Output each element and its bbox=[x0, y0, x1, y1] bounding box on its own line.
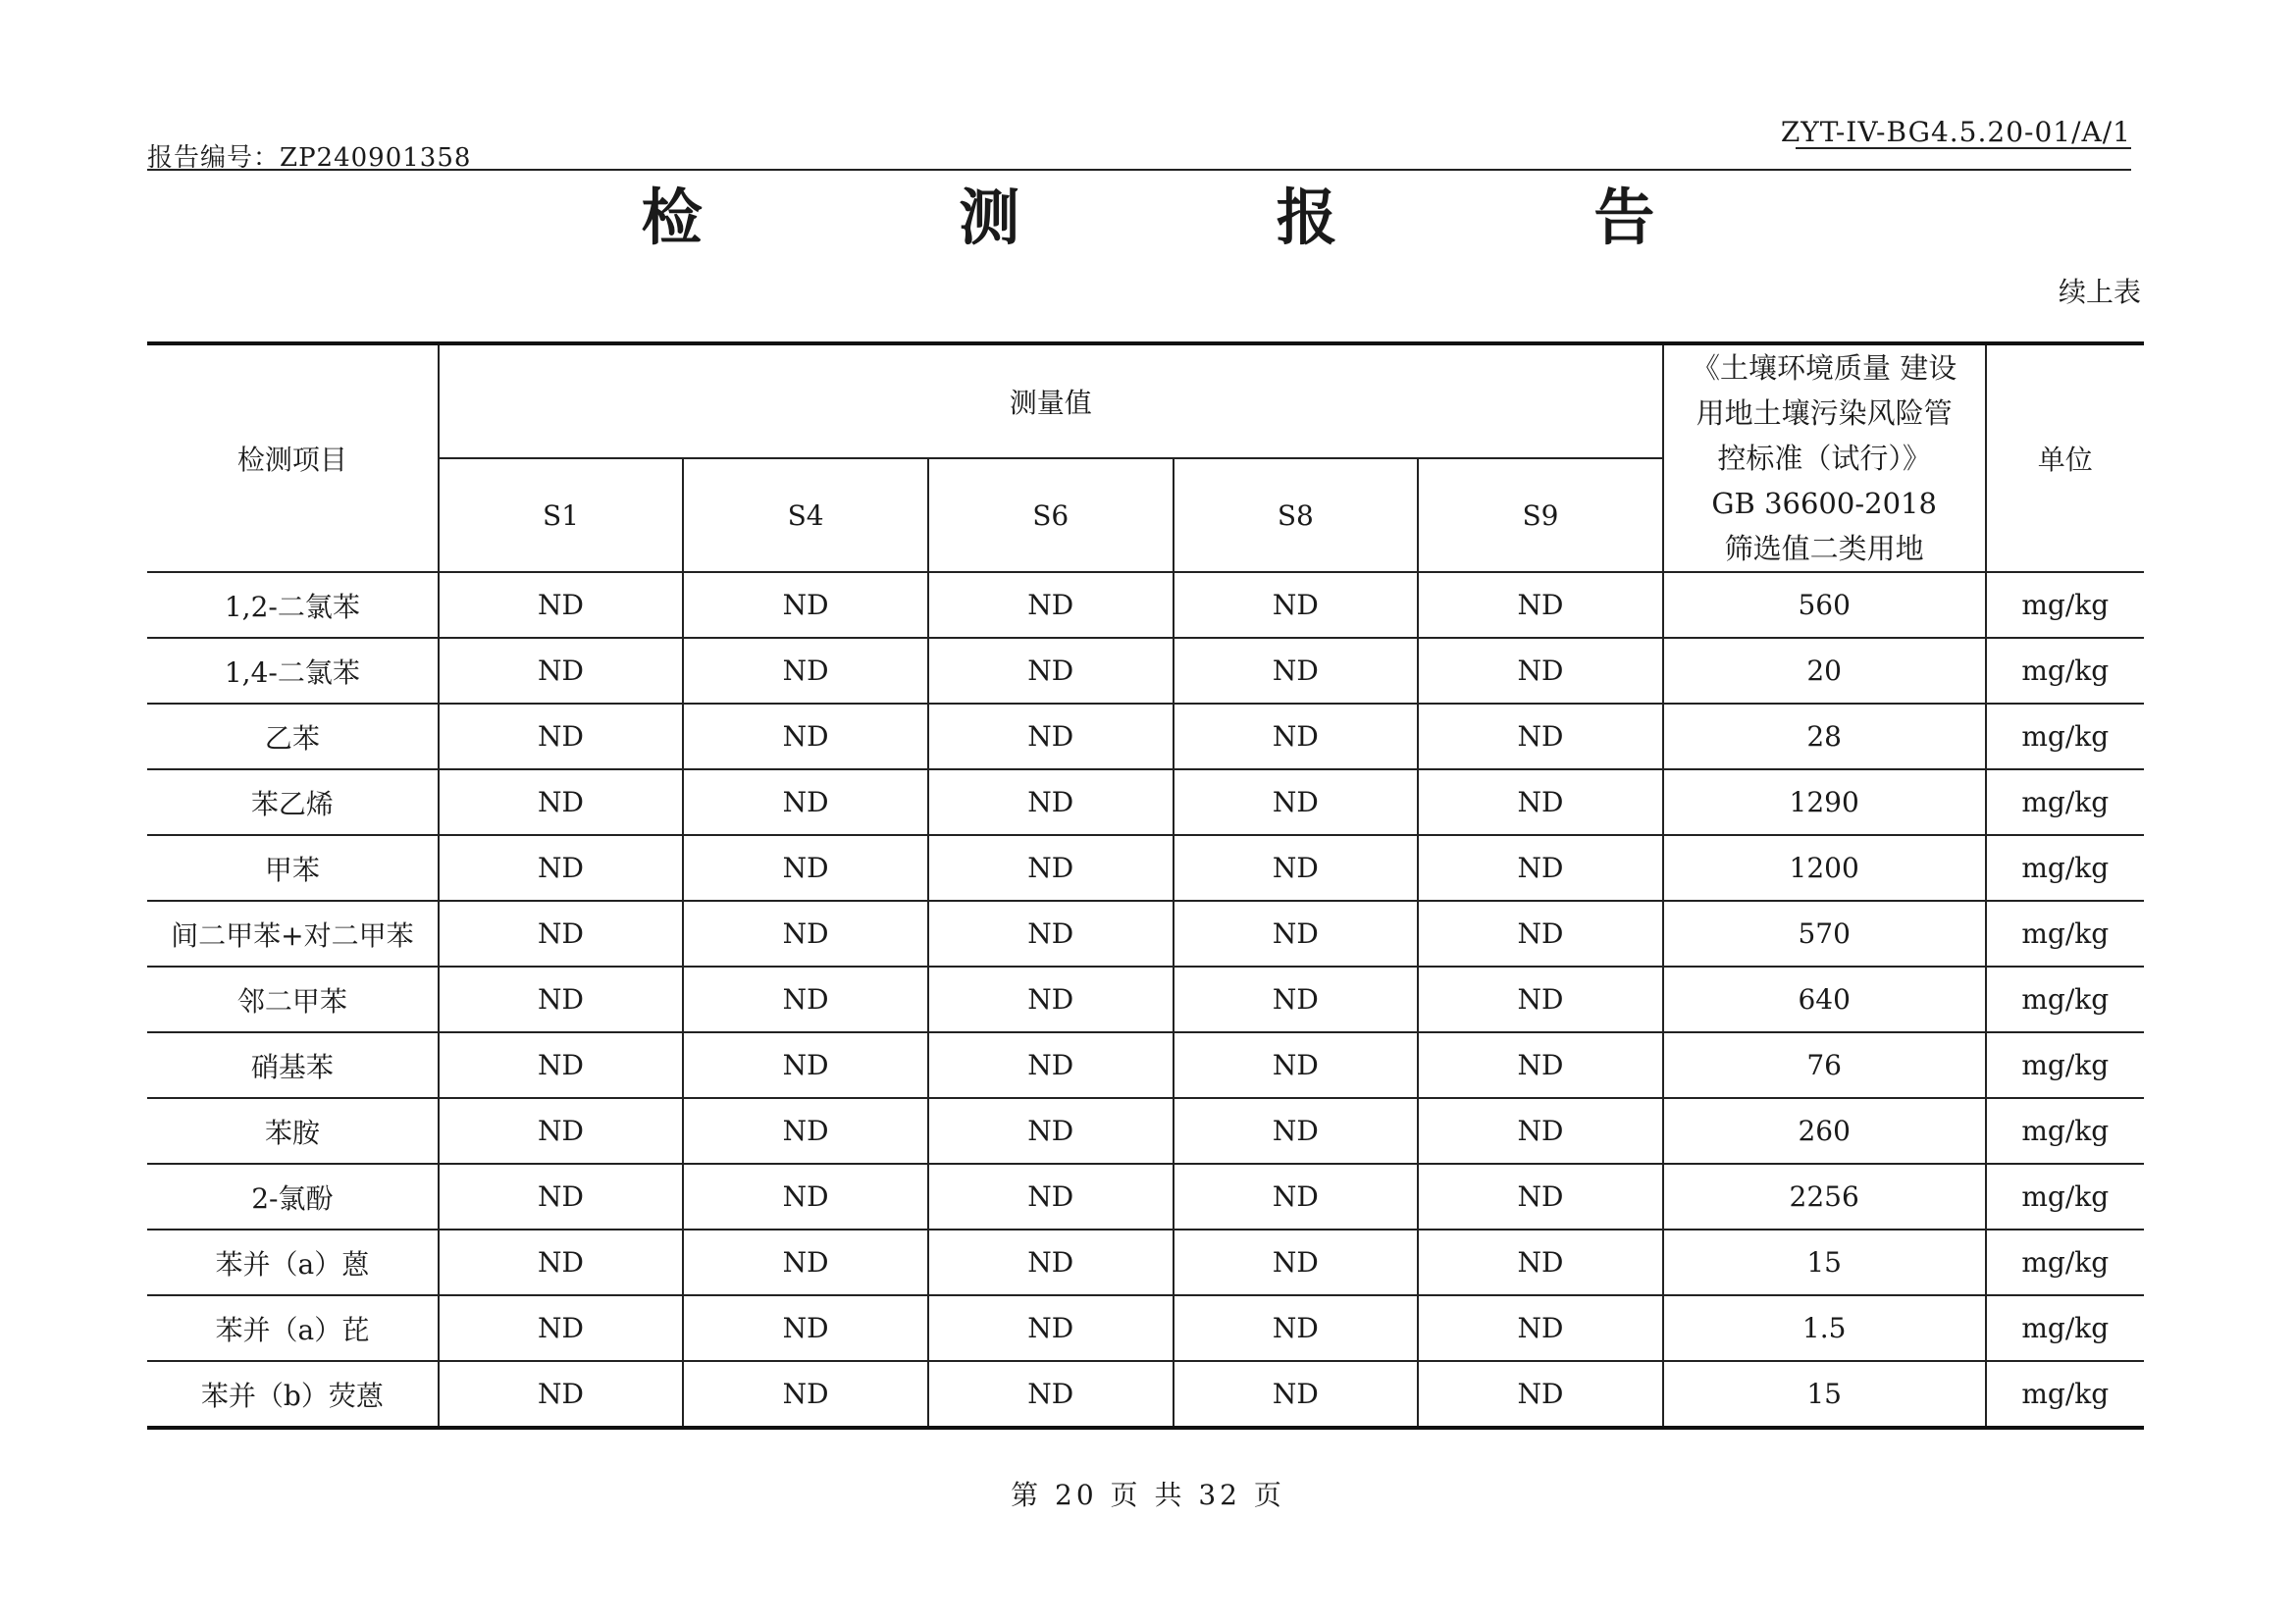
measured-value-cell: ND bbox=[439, 967, 684, 1032]
item-cell: 苯并（a）蒽 bbox=[147, 1230, 439, 1295]
standard-value-cell: 1200 bbox=[1663, 835, 1986, 901]
measured-value-cell: ND bbox=[928, 769, 1174, 835]
measured-value-cell: ND bbox=[928, 1230, 1174, 1295]
table-row bbox=[147, 1230, 2144, 1295]
table-row bbox=[147, 1164, 2144, 1230]
measured-value-cell: ND bbox=[1174, 901, 1419, 967]
measured-value-cell: ND bbox=[1418, 704, 1663, 769]
measured-value-cell: ND bbox=[1174, 572, 1419, 638]
unit-cell: mg/kg bbox=[1986, 572, 2144, 638]
results-table bbox=[147, 341, 2144, 1430]
item-cell: 甲苯 bbox=[147, 835, 439, 901]
measured-value-cell: ND bbox=[683, 1295, 928, 1361]
item-cell: 苯并（b）荧蒽 bbox=[147, 1361, 439, 1428]
measured-value-cell: ND bbox=[928, 1164, 1174, 1230]
standard-header-line: 《土壤环境质量 建设 bbox=[1692, 351, 1957, 385]
unit-cell: mg/kg bbox=[1986, 1098, 2144, 1164]
measured-value-cell: ND bbox=[1418, 1230, 1663, 1295]
standard-value-cell: 570 bbox=[1663, 901, 1986, 967]
standard-header-line: GB 36600-2018 bbox=[1711, 487, 1937, 520]
measured-value-cell: ND bbox=[928, 704, 1174, 769]
standard-header-line: 用地土壤污染风险管 bbox=[1696, 396, 1953, 430]
measured-value-cell: ND bbox=[683, 704, 928, 769]
item-cell: 2-氯酚 bbox=[147, 1164, 439, 1230]
standard-value-cell: 640 bbox=[1663, 967, 1986, 1032]
measured-value-cell: ND bbox=[1418, 638, 1663, 704]
measured-value-cell: ND bbox=[1174, 967, 1419, 1032]
item-cell: 间二甲苯+对二甲苯 bbox=[147, 901, 439, 967]
measured-value-cell: ND bbox=[1418, 1098, 1663, 1164]
measured-value-cell: ND bbox=[928, 1295, 1174, 1361]
measured-value-cell: ND bbox=[1174, 704, 1419, 769]
measured-value-cell: ND bbox=[1174, 769, 1419, 835]
measured-value-cell: ND bbox=[439, 1295, 684, 1361]
unit-cell: mg/kg bbox=[1986, 1361, 2144, 1428]
measured-value-cell: ND bbox=[1174, 835, 1419, 901]
measured-value-cell: ND bbox=[928, 1032, 1174, 1098]
table-row bbox=[147, 572, 2144, 638]
measured-value-cell: ND bbox=[928, 901, 1174, 967]
item-cell: 苯乙烯 bbox=[147, 769, 439, 835]
unit-cell: mg/kg bbox=[1986, 1230, 2144, 1295]
report-number: 报告编号：ZP240901358 bbox=[147, 143, 472, 173]
page-footer: 第 20 页 共 32 页 bbox=[1011, 1479, 1285, 1511]
measured-value-cell: ND bbox=[1418, 1032, 1663, 1098]
unit-cell: mg/kg bbox=[1986, 1295, 2144, 1361]
measured-value-cell: ND bbox=[439, 1032, 684, 1098]
document-code: ZYT-IV-BG4.5.20-01/A/1 bbox=[1780, 116, 2131, 148]
measured-value-cell: ND bbox=[439, 835, 684, 901]
measured-value-cell: ND bbox=[1418, 835, 1663, 901]
measured-value-cell: ND bbox=[683, 572, 928, 638]
standard-value-cell: 260 bbox=[1663, 1098, 1986, 1164]
measured-value-cell: ND bbox=[683, 1098, 928, 1164]
table-row bbox=[147, 835, 2144, 901]
table-row bbox=[147, 638, 2144, 704]
item-cell: 邻二甲苯 bbox=[147, 967, 439, 1032]
measured-value-cell: ND bbox=[439, 638, 684, 704]
measured-value-cell: ND bbox=[439, 704, 684, 769]
measured-value-cell: ND bbox=[1418, 1361, 1663, 1428]
measured-value-cell: ND bbox=[1418, 901, 1663, 967]
standard-value-cell: 560 bbox=[1663, 572, 1986, 638]
item-cell: 1,4-二氯苯 bbox=[147, 638, 439, 704]
measured-value-cell: ND bbox=[683, 638, 928, 704]
unit-cell: mg/kg bbox=[1986, 1032, 2144, 1098]
doc-code-underline bbox=[1796, 147, 2131, 149]
table-row bbox=[147, 901, 2144, 967]
item-cell: 苯胺 bbox=[147, 1098, 439, 1164]
measured-value-cell: ND bbox=[928, 1361, 1174, 1428]
standard-value-cell: 2256 bbox=[1663, 1164, 1986, 1230]
standard-value-cell: 20 bbox=[1663, 638, 1986, 704]
measured-value-cell: ND bbox=[928, 638, 1174, 704]
measured-value-cell: ND bbox=[1174, 1098, 1419, 1164]
standard-value-cell: 1.5 bbox=[1663, 1295, 1986, 1361]
measured-value-cell: ND bbox=[683, 769, 928, 835]
sample-header: S4 bbox=[683, 458, 928, 572]
measured-value-cell: ND bbox=[439, 1361, 684, 1428]
measured-value-cell: ND bbox=[683, 1361, 928, 1428]
item-cell: 乙苯 bbox=[147, 704, 439, 769]
measured-values-header: 测量值 bbox=[439, 343, 1663, 458]
unit-cell: mg/kg bbox=[1986, 967, 2144, 1032]
measured-value-cell: ND bbox=[439, 1098, 684, 1164]
measured-value-cell: ND bbox=[683, 835, 928, 901]
sample-header: S8 bbox=[1174, 458, 1419, 572]
measured-value-cell: ND bbox=[1174, 638, 1419, 704]
table-row bbox=[147, 1361, 2144, 1428]
table-row bbox=[147, 1098, 2144, 1164]
item-cell: 苯并（a）芘 bbox=[147, 1295, 439, 1361]
measured-value-cell: ND bbox=[683, 901, 928, 967]
standard-value-cell: 76 bbox=[1663, 1032, 1986, 1098]
measured-value-cell: ND bbox=[1174, 1032, 1419, 1098]
measured-value-cell: ND bbox=[683, 1032, 928, 1098]
table-row bbox=[147, 769, 2144, 835]
measured-value-cell: ND bbox=[1174, 1230, 1419, 1295]
unit-cell: mg/kg bbox=[1986, 704, 2144, 769]
measured-value-cell: ND bbox=[439, 1164, 684, 1230]
unit-cell: mg/kg bbox=[1986, 901, 2144, 967]
standard-header-line: 控标准（试行）》 bbox=[1717, 442, 1931, 475]
unit-cell: mg/kg bbox=[1986, 1164, 2144, 1230]
measured-value-cell: ND bbox=[1418, 572, 1663, 638]
measured-value-cell: ND bbox=[439, 901, 684, 967]
unit-cell: mg/kg bbox=[1986, 638, 2144, 704]
measured-value-cell: ND bbox=[683, 967, 928, 1032]
table-row bbox=[147, 1295, 2144, 1361]
sample-header: S1 bbox=[439, 458, 684, 572]
measured-value-cell: ND bbox=[1174, 1361, 1419, 1428]
unit-column-header: 单位 bbox=[1986, 343, 2144, 572]
item-cell: 硝基苯 bbox=[147, 1032, 439, 1098]
measured-value-cell: ND bbox=[928, 967, 1174, 1032]
unit-cell: mg/kg bbox=[1986, 769, 2144, 835]
measured-value-cell: ND bbox=[1174, 1295, 1419, 1361]
table-row bbox=[147, 704, 2144, 769]
measured-value-cell: ND bbox=[928, 835, 1174, 901]
item-cell: 1,2-二氯苯 bbox=[147, 572, 439, 638]
standard-column-header bbox=[1663, 343, 1986, 572]
item-column-header: 检测项目 bbox=[147, 343, 439, 572]
measured-value-cell: ND bbox=[439, 769, 684, 835]
measured-value-cell: ND bbox=[1418, 1164, 1663, 1230]
standard-header-line: 筛选值二类用地 bbox=[1724, 532, 1924, 565]
measured-value-cell: ND bbox=[439, 1230, 684, 1295]
table-row bbox=[147, 967, 2144, 1032]
measured-value-cell: ND bbox=[683, 1164, 928, 1230]
measured-value-cell: ND bbox=[1418, 967, 1663, 1032]
measured-value-cell: ND bbox=[1418, 769, 1663, 835]
standard-value-cell: 15 bbox=[1663, 1230, 1986, 1295]
unit-cell: mg/kg bbox=[1986, 835, 2144, 901]
measured-value-cell: ND bbox=[1418, 1295, 1663, 1361]
continued-label: 续上表 bbox=[2058, 276, 2141, 308]
standard-value-cell: 1290 bbox=[1663, 769, 1986, 835]
table-row bbox=[147, 1032, 2144, 1098]
measured-value-cell: ND bbox=[439, 572, 684, 638]
sample-header: S6 bbox=[928, 458, 1174, 572]
measured-value-cell: ND bbox=[928, 1098, 1174, 1164]
standard-value-cell: 15 bbox=[1663, 1361, 1986, 1428]
table-body bbox=[147, 572, 2144, 1428]
measured-value-cell: ND bbox=[1174, 1164, 1419, 1230]
standard-value-cell: 28 bbox=[1663, 704, 1986, 769]
measured-value-cell: ND bbox=[683, 1230, 928, 1295]
sample-header: S9 bbox=[1418, 458, 1663, 572]
report-title: 检 测 报 告 bbox=[641, 182, 1773, 253]
measured-value-cell: ND bbox=[928, 572, 1174, 638]
